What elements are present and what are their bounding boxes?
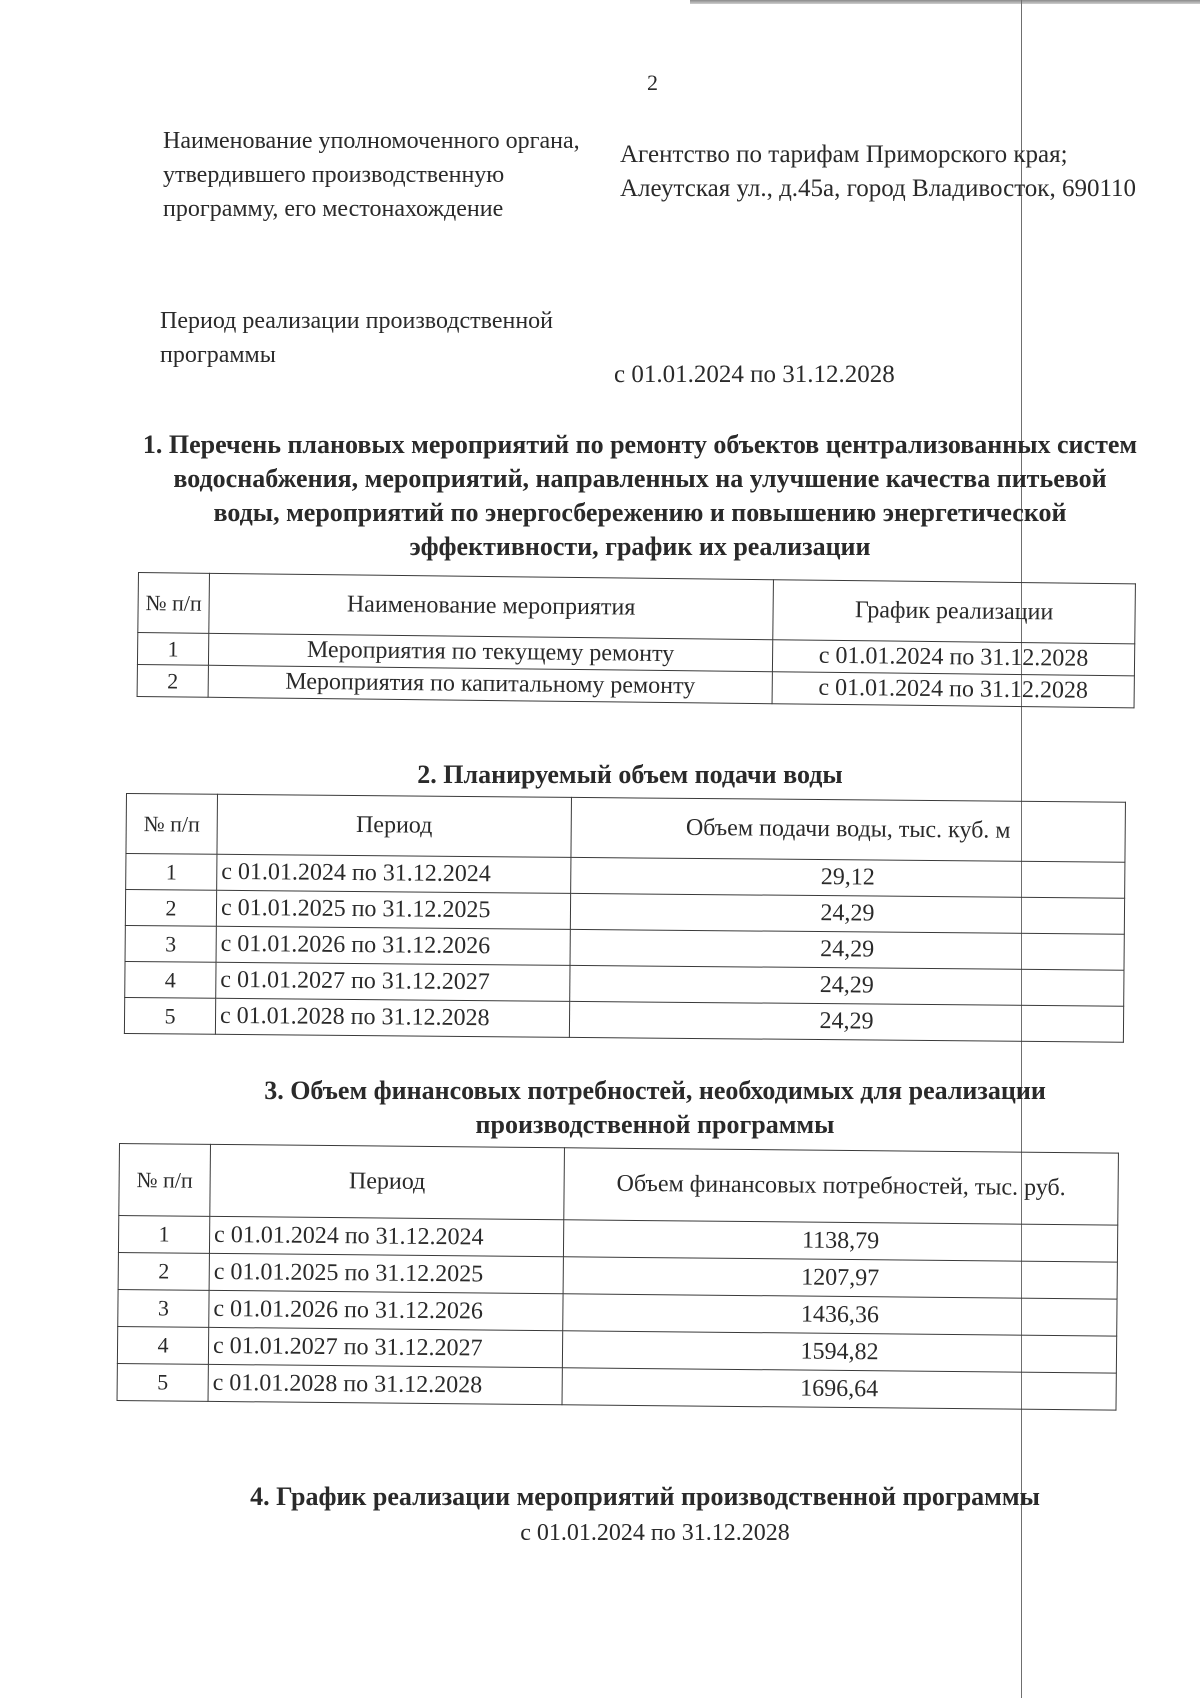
- row-amount: 1594,82: [562, 1331, 1116, 1373]
- header-number: № п/п: [138, 573, 210, 634]
- row-number: 1: [118, 1216, 209, 1254]
- row-period: с 01.01.2025 по 31.12.2025: [209, 1253, 563, 1293]
- header-number: № п/п: [119, 1144, 211, 1217]
- page-number: 2: [647, 70, 658, 95]
- row-period: с 01.01.2024 по 31.12.2024: [217, 854, 571, 893]
- row-number: 5: [124, 997, 215, 1034]
- authority-value: Агентство по тарифам Приморского края; Алеутская ул., д.45а, город Владивосток, 690110: [620, 141, 1137, 202]
- row-amount: 1436,36: [563, 1294, 1117, 1336]
- row-amount: 1207,97: [563, 1257, 1117, 1299]
- activity-schedule: с 01.01.2024 по 31.12.2028: [772, 640, 1134, 676]
- header-schedule: График реализации: [773, 580, 1136, 644]
- row-number: 4: [125, 961, 216, 998]
- period-value: с 01.01.2024 по 31.12.2028: [614, 361, 895, 388]
- section-3-heading: 3. Объем финансовых потребностей, необходимых для реализации производственной программы: [264, 1076, 1046, 1139]
- row-number: 1: [137, 633, 208, 666]
- water-supply-table: [124, 793, 1126, 1043]
- table-header-row: [138, 573, 1136, 644]
- row-number: 5: [117, 1363, 208, 1401]
- table-header-row: [126, 794, 1125, 863]
- row-period: с 01.01.2026 по 31.12.2026: [216, 926, 570, 965]
- row-period: с 01.01.2025 по 31.12.2025: [216, 890, 570, 929]
- section-1-heading: 1. Перечень плановых мероприятий по ремонту объектов централизованных систем водоснабжения, мероприятий, направленных на улучшение качества питьевой воды, мероприятий по энергосбережению и повышению энергетической эффективности, график их реализации: [142, 430, 1138, 561]
- header-financial-needs: Объем финансовых потребностей, тыс. руб.: [564, 1148, 1119, 1225]
- activity-name: Мероприятия по капитальному ремонту: [208, 665, 772, 703]
- row-period: с 01.01.2026 по 31.12.2026: [209, 1290, 563, 1330]
- section-4-heading: 4. График реализации мероприятий производственной программы: [250, 1482, 1040, 1511]
- period-label: Период реализации производственной программы: [160, 308, 554, 368]
- row-number: 3: [118, 1289, 209, 1327]
- financial-needs-table: [117, 1143, 1119, 1411]
- table-header-row: [119, 1144, 1119, 1226]
- section-4-period: с 01.01.2024 по 31.12.2028: [520, 1520, 790, 1546]
- activities-table: [137, 572, 1136, 708]
- row-number: 1: [126, 854, 217, 891]
- row-period: с 01.01.2028 по 31.12.2028: [208, 1364, 562, 1404]
- row-amount: 1138,79: [563, 1220, 1117, 1262]
- row-volume: 24,29: [570, 929, 1124, 970]
- row-number: 2: [118, 1252, 209, 1290]
- row-period: с 01.01.2027 по 31.12.2027: [216, 962, 570, 1001]
- table-row: [124, 997, 1123, 1042]
- header-number: № п/п: [126, 794, 218, 855]
- row-volume: 24,29: [570, 893, 1124, 934]
- row-period: с 01.01.2028 по 31.12.2028: [215, 998, 569, 1037]
- section-2-heading: 2. Планируемый объем подачи воды: [417, 760, 843, 789]
- row-number: 4: [117, 1326, 208, 1364]
- scan-edge-shadow: [690, 0, 1200, 4]
- authority-label: Наименование уполномоченного органа, утвердившего производственную программу, его местонахождение: [163, 128, 580, 222]
- activity-schedule: с 01.01.2024 по 31.12.2028: [772, 672, 1134, 708]
- row-volume: 24,29: [569, 1001, 1123, 1042]
- row-number: 2: [137, 664, 208, 697]
- header-period: Период: [210, 1144, 565, 1219]
- row-volume: 24,29: [570, 965, 1124, 1006]
- row-period: с 01.01.2027 по 31.12.2027: [208, 1327, 562, 1367]
- header-period: Период: [217, 794, 572, 857]
- row-number: 2: [125, 890, 216, 927]
- row-amount: 1696,64: [562, 1368, 1116, 1410]
- row-number: 3: [125, 925, 216, 962]
- row-period: с 01.01.2024 по 31.12.2024: [209, 1216, 563, 1256]
- header-volume: Объем подачи воды, тыс. куб. м: [571, 797, 1126, 862]
- header-activity-name: Наименование мероприятия: [209, 573, 774, 639]
- activity-name: Мероприятия по текущему ремонту: [208, 633, 772, 671]
- row-volume: 29,12: [571, 857, 1125, 898]
